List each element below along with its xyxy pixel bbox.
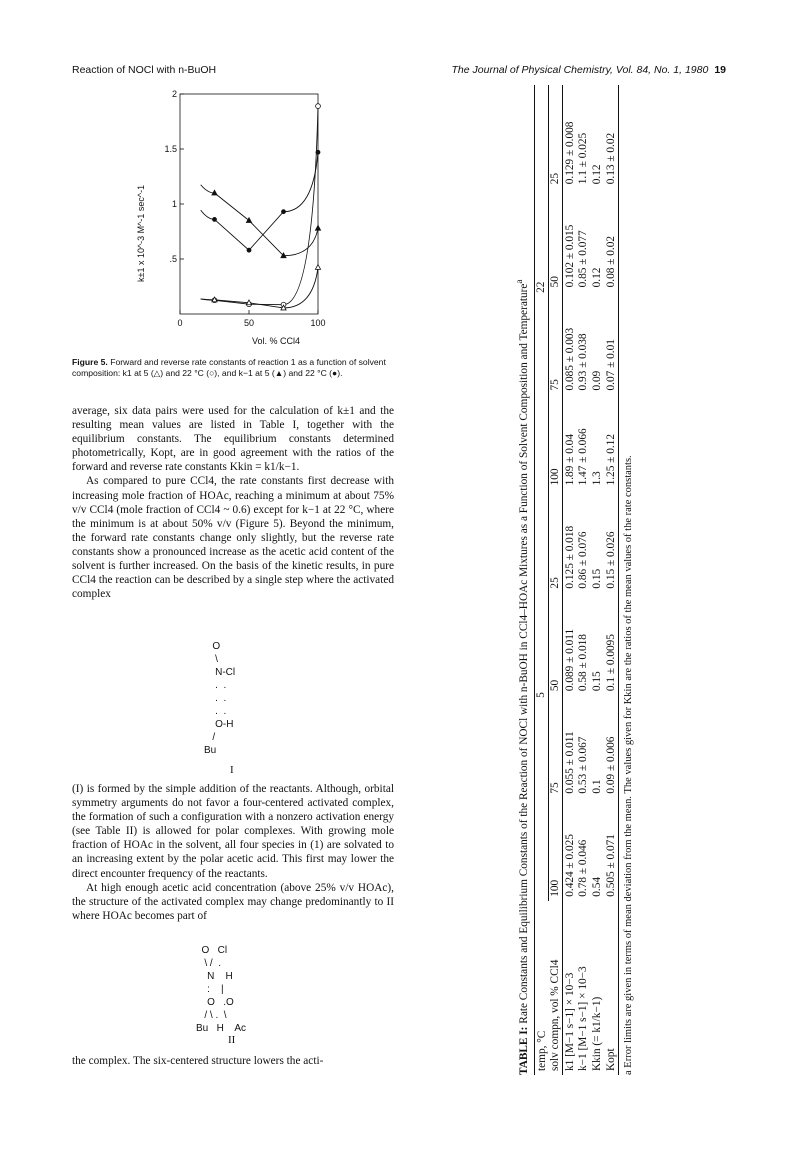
table-caption xyxy=(515,85,530,1075)
table-cell: 1.89 ± 0.04 xyxy=(563,434,576,486)
table-cell: 0.07 ± 0.01 xyxy=(605,339,618,391)
paragraph-1: average, six data pairs were used for the calculation of k±1 and the resulting mean values are listed in Table I, together with the equilibrium constants. The equilibrium constants determined photometrically, Kopt, are in good agreement with the ratios of the forward and reverse rate constants Kkin = k1/k−1. xyxy=(72,405,394,474)
structure-II-label: II xyxy=(228,1034,236,1046)
y-axis-label: k±1 x 10^-3 M^-1 sec^-1 xyxy=(136,184,146,282)
table-cell: 0.089 ± 0.011 xyxy=(563,628,576,692)
table-caption-text: Rate Constants and Equilibrium Constants of the Reaction of NOCl with n-BuOH in CCl4–HOAc Mixtures as a Function of Solvent Composition and Temperature xyxy=(517,283,530,1024)
solvent-header: solv compn, vol % CCl4 xyxy=(549,959,562,1071)
x-tick-label: 100 xyxy=(310,318,326,328)
table-cell: 0.12 xyxy=(591,267,604,288)
temp-5-header: 5 xyxy=(534,489,548,900)
plot-frame xyxy=(180,94,318,314)
table-cell: 0.09 xyxy=(591,370,604,391)
paragraph-4: At high enough acetic acid concentration (above 25% v/v HOAc), the structure of the activated complex may change predominantly to II where HOAc becomes part of xyxy=(72,881,394,922)
data-point xyxy=(247,248,252,253)
col-header: 25 xyxy=(549,577,562,589)
col-header: 100 xyxy=(549,879,562,897)
series-line xyxy=(201,267,318,308)
table-cell: 0.15 ± 0.026 xyxy=(605,531,618,589)
series-line xyxy=(201,152,318,250)
table-row xyxy=(590,85,604,1075)
table-cell: 0.424 ± 0.025 xyxy=(563,834,576,897)
table-row xyxy=(604,85,618,1075)
chart-curves xyxy=(201,106,318,308)
table-cell: 0.125 ± 0.018 xyxy=(563,525,576,589)
structure-I: O \ N-Cl . . . . . . O-H / Bu xyxy=(204,641,236,756)
table-1 xyxy=(515,85,665,1075)
table-cell: 0.08 ± 0.02 xyxy=(605,235,618,288)
table-cell: 0.09 ± 0.006 xyxy=(605,736,618,794)
data-point xyxy=(316,104,321,109)
paragraph-5: the complex. The six-centered structure lowers the acti- xyxy=(72,1055,324,1067)
x-tick-label: 50 xyxy=(243,318,255,328)
table-cell: 0.86 ± 0.076 xyxy=(577,531,590,589)
col-header: 50 xyxy=(549,276,562,288)
body-column-bottom xyxy=(72,1054,394,1068)
table-cell: 1.25 ± 0.12 xyxy=(605,434,618,486)
table-cell: 0.055 ± 0.011 xyxy=(563,731,576,794)
table-cell: 0.58 ± 0.018 xyxy=(577,634,590,692)
figure-label: Figure 5. xyxy=(72,357,108,367)
x-tick-label: 0 xyxy=(177,318,183,328)
figure-caption-text: Forward and reverse rate constants of reaction 1 as a function of solvent composition: k1 at 5 (△) and 22 °C (○), and k−1 at 5 (▲) and 22 °C (●). xyxy=(72,357,386,378)
row-label: k1 [M−1 s−1] × 10−3 xyxy=(563,972,576,1071)
figure-caption xyxy=(72,357,390,379)
x-axis-label: Vol. % CCl4 xyxy=(252,336,301,346)
row-label: Kopt xyxy=(605,1048,618,1071)
data-table xyxy=(534,85,619,1075)
data-point xyxy=(212,217,217,222)
chart-axes xyxy=(180,94,318,314)
table-cell: 0.15 xyxy=(591,671,604,692)
table-cell: 0.15 xyxy=(591,568,604,589)
table-cell: 0.1 xyxy=(591,779,604,794)
y-tick-label: 1.5 xyxy=(164,144,177,154)
table-row xyxy=(576,85,590,1075)
table-footnote: a Error limits are given in terms of mean deviation from the mean. The values given for Kkin are the ratios of the mean values of the rate constants. xyxy=(622,455,634,1075)
chart-ticks xyxy=(164,89,325,328)
chart-markers xyxy=(212,104,321,310)
series-line xyxy=(201,185,318,256)
structure-II: O Cl \ / . N H : | O .O / \ . \ Bu H Ac xyxy=(196,945,247,1034)
running-head-right xyxy=(452,64,726,76)
table-label: TABLE I: xyxy=(517,1026,530,1075)
table-cell: 0.102 ± 0.015 xyxy=(563,224,576,288)
row-label: k−1 [M−1 s−1] × 10−3 xyxy=(577,966,590,1071)
body-column-top xyxy=(72,404,394,601)
col-header: 75 xyxy=(549,782,562,794)
table-cell: 0.085 ± 0.003 xyxy=(563,327,576,391)
table-cell: 0.505 ± 0.071 xyxy=(605,834,618,897)
table-caption-mark: a xyxy=(515,279,525,284)
data-point xyxy=(246,218,251,223)
table-cell: 0.1 ± 0.0095 xyxy=(605,634,618,692)
page-number: 19 xyxy=(714,64,726,76)
table-cell: 1.3 xyxy=(591,471,604,486)
col-header: 50 xyxy=(549,679,562,692)
table-cell: 1.47 ± 0.066 xyxy=(577,428,590,486)
table-cell: 0.53 ± 0.067 xyxy=(577,736,590,794)
table-cell: 0.85 ± 0.077 xyxy=(577,230,590,288)
running-head-left: Reaction of NOCl with n-BuOH xyxy=(72,64,217,76)
paragraph-2: As compared to pure CCl4, the rate constants first decrease with increasing mole fraction of HOAc, reaching a minimum at about 75% v/v CCl4 (mole fraction of CCl4 ~ 0.6) except for k−1 at 22 °C, where the minimum is at about 50% v/v (Figure 5). Beyond the minimum, the forward rate constants change only slightly, but the reverse rate constants show a pronounced increase as the acetic acid content of the solvent is further increased. On the basis of the kinetic results, in pure CCl4 the reaction can be described by a single step where the activated complex xyxy=(72,475,394,601)
table-cell: 0.93 ± 0.038 xyxy=(577,333,590,391)
table-cell: 0.13 ± 0.02 xyxy=(605,132,618,185)
y-tick-label: .5 xyxy=(169,254,177,264)
table-cell: 0.12 xyxy=(591,164,604,185)
journal-citation: The Journal of Physical Chemistry, Vol. 84, No. 1, 1980 xyxy=(451,64,709,76)
paragraph-3: (I) is formed by the simple addition of the reactants. Although, orbital symmetry arguments do not favor a four-centered activated complex, the formation of such a configuration with a nonzero activation energy (see Table II) is allowed for polar complexes. With growing mole fraction of HOAc in the solvent, all four species in (1) are solvated to an increasing extent by the polar acetic acid. This first may lower the direct encounter frequency of the reactants. xyxy=(72,783,394,880)
table-cell: 0.54 xyxy=(591,876,604,897)
data-point xyxy=(316,150,321,155)
col-header: 25 xyxy=(549,172,562,185)
figure-5-chart xyxy=(138,82,358,342)
table-row xyxy=(562,85,576,1075)
data-point xyxy=(281,209,286,214)
table-cell: 0.129 ± 0.008 xyxy=(563,121,576,185)
data-point xyxy=(315,265,320,270)
table-cell: 1.1 ± 0.025 xyxy=(577,132,590,185)
table-cell: 0.78 ± 0.046 xyxy=(577,839,590,897)
temp-header: temp, °C xyxy=(535,1030,548,1071)
temp-22-header: 22 xyxy=(534,85,548,489)
col-header: 100 xyxy=(549,468,562,486)
data-point xyxy=(315,225,320,230)
y-tick-label: 2 xyxy=(171,89,177,99)
y-tick-label: 1 xyxy=(171,199,177,209)
row-label: Kkin (= k1/k−1) xyxy=(591,996,604,1071)
body-column-middle xyxy=(72,782,394,923)
structure-I-label: I xyxy=(230,764,234,776)
col-header: 75 xyxy=(549,379,562,391)
